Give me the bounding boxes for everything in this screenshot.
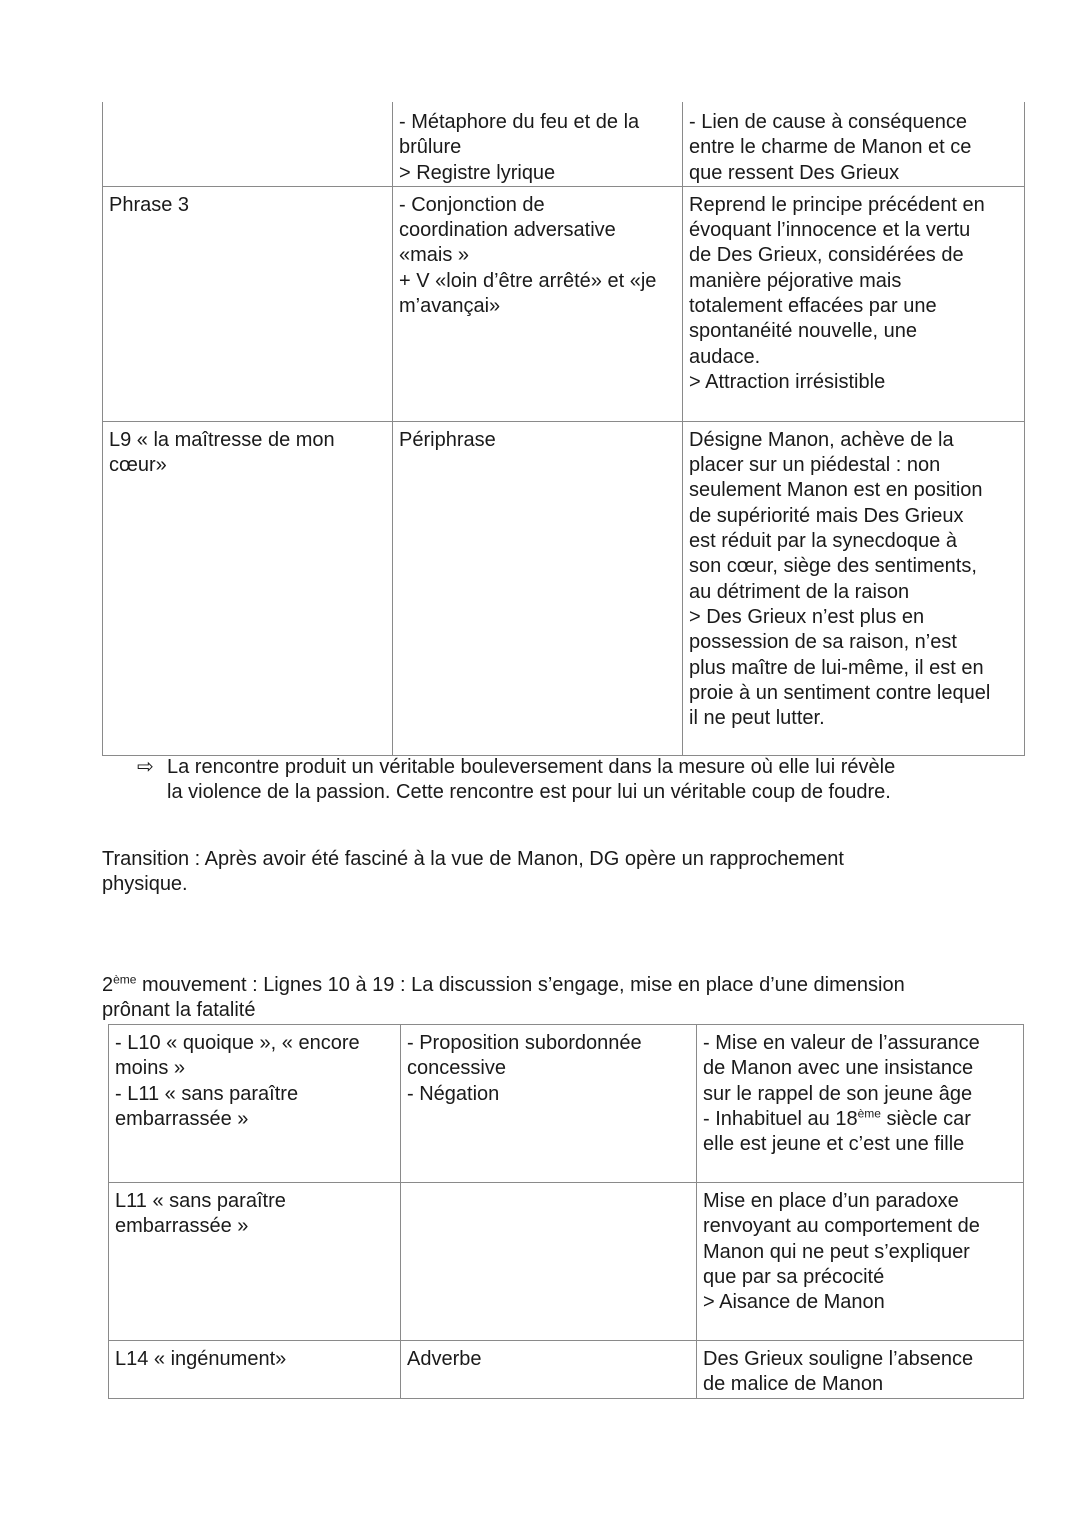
cell-line: L11 « sans paraître <box>115 1190 286 1212</box>
table-cell <box>697 1183 1024 1341</box>
cell-line: > Registre lyrique <box>399 161 556 184</box>
table-cell <box>103 421 393 755</box>
cell-line: concessive <box>407 1057 506 1080</box>
cell-line <box>703 1107 1017 1132</box>
table-row <box>103 421 1025 755</box>
cell-line: de supériorité mais Des Grieux <box>689 504 964 527</box>
paragraph-line: La rencontre produit un véritable bouleversement dans la mesure où elle lui révèle <box>167 756 896 778</box>
movement-heading <box>102 973 1002 1024</box>
cell-line: embarrassée » <box>115 1107 249 1130</box>
table-row <box>109 1183 1024 1341</box>
cell-text: - Inhabituel au 18 <box>703 1107 858 1130</box>
cell-line: entre le charme de Manon et ce <box>689 136 972 159</box>
cell-line: - L11 « sans paraître <box>115 1082 299 1105</box>
cell-line: proie à un sentiment contre lequel <box>689 681 991 704</box>
cell-line: au détriment de la raison <box>689 580 910 603</box>
table-row <box>109 1025 1024 1183</box>
cell-line: Reprend le principe précédent en <box>689 193 985 216</box>
paragraph-line: physique. <box>102 873 188 896</box>
table-cell <box>683 102 1025 186</box>
cell-line: placer sur un piédestal : non <box>689 454 941 477</box>
table-cell <box>401 1183 697 1341</box>
cell-line: m’avançai» <box>399 295 501 318</box>
analysis-table-2 <box>108 1024 1024 1399</box>
cell-line: - L10 « quoique », « encore <box>115 1032 360 1054</box>
cell-line: L14 « ingénument» <box>115 1348 287 1370</box>
cell-line: plus maître de lui-même, il est en <box>689 656 984 679</box>
cell-line: est réduit par la synecdoque à <box>689 530 957 553</box>
cell-line: > Attraction irrésistible <box>689 370 886 393</box>
cell-line: seulement Manon est en position <box>689 479 983 502</box>
movement-number: 2 <box>102 974 114 996</box>
table-cell <box>401 1341 697 1399</box>
cell-line: cœur» <box>109 454 167 477</box>
cell-line: renvoyant au comportement de <box>703 1215 980 1238</box>
table-cell <box>393 186 683 421</box>
cell-line: de Manon avec une insistance <box>703 1057 974 1080</box>
table-row <box>103 102 1025 186</box>
table-cell <box>697 1341 1024 1399</box>
cell-line: coordination adversative <box>399 219 616 242</box>
cell-line: - Conjonction de <box>399 193 545 216</box>
cell-line: moins » <box>115 1057 186 1080</box>
arrow-right-icon: ⇨ <box>137 756 154 778</box>
cell-text: siècle car <box>880 1107 971 1130</box>
heading-line: prônant la fatalité <box>102 999 256 1022</box>
cell-line: que ressent Des Grieux <box>689 161 900 184</box>
conclusion-text <box>167 755 987 806</box>
table-row <box>103 186 1025 421</box>
heading-text: mouvement : Lignes 10 à 19 : La discussion s’engage, mise en place d’une dimension <box>136 974 905 996</box>
cell-line: Phrase 3 <box>109 193 190 216</box>
cell-line: - Lien de cause à conséquence <box>689 111 967 133</box>
cell-line: Périphrase <box>399 428 496 451</box>
ordinal-suffix: ème <box>857 1106 881 1121</box>
paragraph-line: Transition : Après avoir été fasciné à la vue de Manon, DG opère un rapprochement <box>102 848 844 870</box>
cell-line: évoquant l’innocence et la vertu <box>689 219 971 242</box>
transition-paragraph <box>102 847 962 898</box>
table-cell <box>103 102 393 186</box>
cell-line: Manon qui ne peut s’expliquer <box>703 1240 970 1263</box>
paragraph-line: la violence de la passion. Cette rencontre est pour lui un véritable coup de foudre. <box>167 781 891 804</box>
cell-line: + V «loin d’être arrêté» et «je <box>399 269 657 292</box>
cell-line: embarrassée » <box>115 1215 249 1238</box>
cell-line: sur le rappel de son jeune âge <box>703 1082 973 1105</box>
cell-line: que par sa précocité <box>703 1265 885 1288</box>
cell-line: de Des Grieux, considérées de <box>689 244 964 267</box>
cell-line: audace. <box>689 345 761 368</box>
table-cell <box>109 1183 401 1341</box>
cell-line: manière péjorative mais <box>689 269 902 292</box>
cell-line: totalement effacées par une <box>689 295 937 318</box>
cell-line: Mise en place d’un paradoxe <box>703 1190 959 1212</box>
cell-line: brûlure <box>399 136 462 159</box>
ordinal-suffix: ème <box>113 972 137 987</box>
analysis-table-1 <box>102 102 1025 756</box>
table-cell <box>393 421 683 755</box>
table-cell <box>683 421 1025 755</box>
cell-line: il ne peut lutter. <box>689 707 825 730</box>
heading-line <box>102 973 1002 998</box>
table-cell <box>109 1025 401 1183</box>
table-cell <box>401 1025 697 1183</box>
table-cell <box>683 186 1025 421</box>
table-row <box>109 1341 1024 1399</box>
cell-line: elle est jeune et c’est une fille <box>703 1133 965 1156</box>
table-cell <box>109 1341 401 1399</box>
cell-line: Adverbe <box>407 1348 482 1370</box>
cell-line: L9 « la maîtresse de mon <box>109 428 335 451</box>
cell-line: spontanéité nouvelle, une <box>689 320 917 343</box>
table-cell <box>393 102 683 186</box>
cell-line: possession de sa raison, n’est <box>689 631 957 654</box>
table-cell <box>697 1025 1024 1183</box>
table-cell <box>103 186 393 421</box>
cell-line: > Des Grieux n’est plus en <box>689 605 925 628</box>
cell-line: - Négation <box>407 1082 500 1105</box>
cell-line: de malice de Manon <box>703 1373 884 1396</box>
cell-line: Désigne Manon, achève de la <box>689 428 954 451</box>
cell-line: Des Grieux souligne l’absence <box>703 1348 974 1370</box>
cell-line: - Mise en valeur de l’assurance <box>703 1032 980 1054</box>
cell-line: «mais » <box>399 244 470 267</box>
cell-line: son cœur, siège des sentiments, <box>689 555 977 578</box>
cell-line: - Proposition subordonnée <box>407 1032 642 1054</box>
cell-line: > Aisance de Manon <box>703 1291 885 1314</box>
cell-line: - Métaphore du feu et de la <box>399 111 640 133</box>
